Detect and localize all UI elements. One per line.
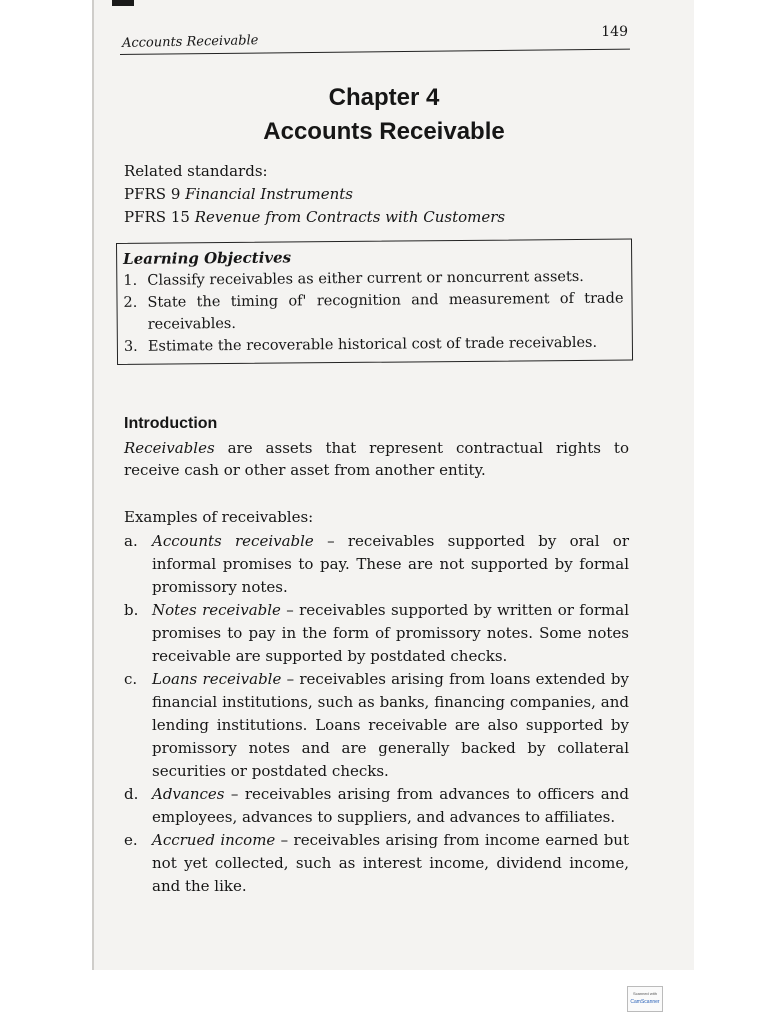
learning-objectives-title: Learning Objectives xyxy=(123,248,292,268)
objective-number: 3. xyxy=(123,338,138,355)
running-title: Accounts Receivable xyxy=(121,33,259,51)
learning-objectives-box xyxy=(116,238,633,364)
example-item xyxy=(124,783,629,829)
standard-code: PFRS 9 xyxy=(124,185,181,203)
example-description: – receivables supported by written or formal promises to pay in the form of promissory notes. Some notes receivable are supported by postdated checks. xyxy=(152,601,629,665)
example-term: Accrued income xyxy=(152,831,276,849)
example-letter: e. xyxy=(124,831,138,849)
objective-text: Classify receivables as either current or noncurrent assets. xyxy=(147,268,584,289)
objective-text: Estimate the recoverable historical cost of trade receivables. xyxy=(147,334,598,355)
objective-item xyxy=(124,332,624,358)
example-term: Accounts receivable xyxy=(152,532,314,550)
introduction-text: are assets that represent contractual rights to receive cash or other asset from another entity. xyxy=(124,439,629,479)
example-text xyxy=(152,668,629,783)
example-text xyxy=(152,530,629,599)
example-item xyxy=(124,668,629,783)
introduction-heading: Introduction xyxy=(124,415,218,432)
scanner-badge-line1: Scanned with xyxy=(632,991,657,996)
standards-label: Related standards: xyxy=(124,162,268,180)
objective-number: 2. xyxy=(123,294,138,311)
example-item xyxy=(124,530,629,599)
example-letter: d. xyxy=(124,785,139,803)
example-term: Advances xyxy=(152,785,225,803)
scanner-badge-line2: CamScanner xyxy=(630,999,660,1005)
standard-name: Financial Instruments xyxy=(185,185,353,203)
example-text xyxy=(152,829,629,898)
examples-section xyxy=(124,506,629,898)
introduction-paragraph xyxy=(124,437,629,481)
example-letter: a. xyxy=(124,532,138,550)
chapter-title: Accounts Receivable xyxy=(263,118,505,145)
example-description: – receivables arising from advances to officers and employees, advances to suppliers, and advances to affiliates. xyxy=(152,785,629,826)
standard-item xyxy=(124,206,624,229)
introduction-term: Receivables xyxy=(124,439,215,457)
page-number: 149 xyxy=(601,24,628,40)
example-description: – receivables supported by oral or informal promises to pay. These are not supported by formal promissory notes. xyxy=(152,532,629,596)
example-item xyxy=(124,599,629,668)
introduction-section xyxy=(124,415,629,481)
example-letter: b. xyxy=(124,601,139,619)
related-standards xyxy=(124,160,624,229)
example-description: – receivables arising from income earned but not yet collected, such as interest income, dividend income, and the like. xyxy=(152,831,629,895)
header-rule xyxy=(120,49,630,55)
standard-item xyxy=(124,183,624,206)
example-letter: c. xyxy=(124,670,138,688)
example-term: Notes receivable xyxy=(152,601,281,619)
objective-number: 1. xyxy=(123,272,138,289)
examples-heading: Examples of receivables: xyxy=(124,508,314,526)
example-term: Loans receivable xyxy=(152,670,282,688)
chapter-number: Chapter 4 xyxy=(328,84,440,111)
running-header xyxy=(120,24,630,60)
example-text xyxy=(152,783,629,829)
scanner-badge xyxy=(627,986,663,1012)
objective-item xyxy=(123,288,623,336)
example-text xyxy=(152,599,629,668)
objective-text: State the timing of' recognition and measurement of trade receivables. xyxy=(147,290,624,333)
scan-edge-mark xyxy=(112,0,134,6)
standard-name: Revenue from Contracts with Customers xyxy=(194,208,506,226)
example-item xyxy=(124,829,629,898)
example-description: – receivables arising from loans extended by financial institutions, such as banks, financing companies, and lending institutions. Loans receivable are also supported by promissory notes and are generally backed by collateral securities or postdated checks. xyxy=(152,670,629,780)
standard-code: PFRS 15 xyxy=(124,208,190,226)
